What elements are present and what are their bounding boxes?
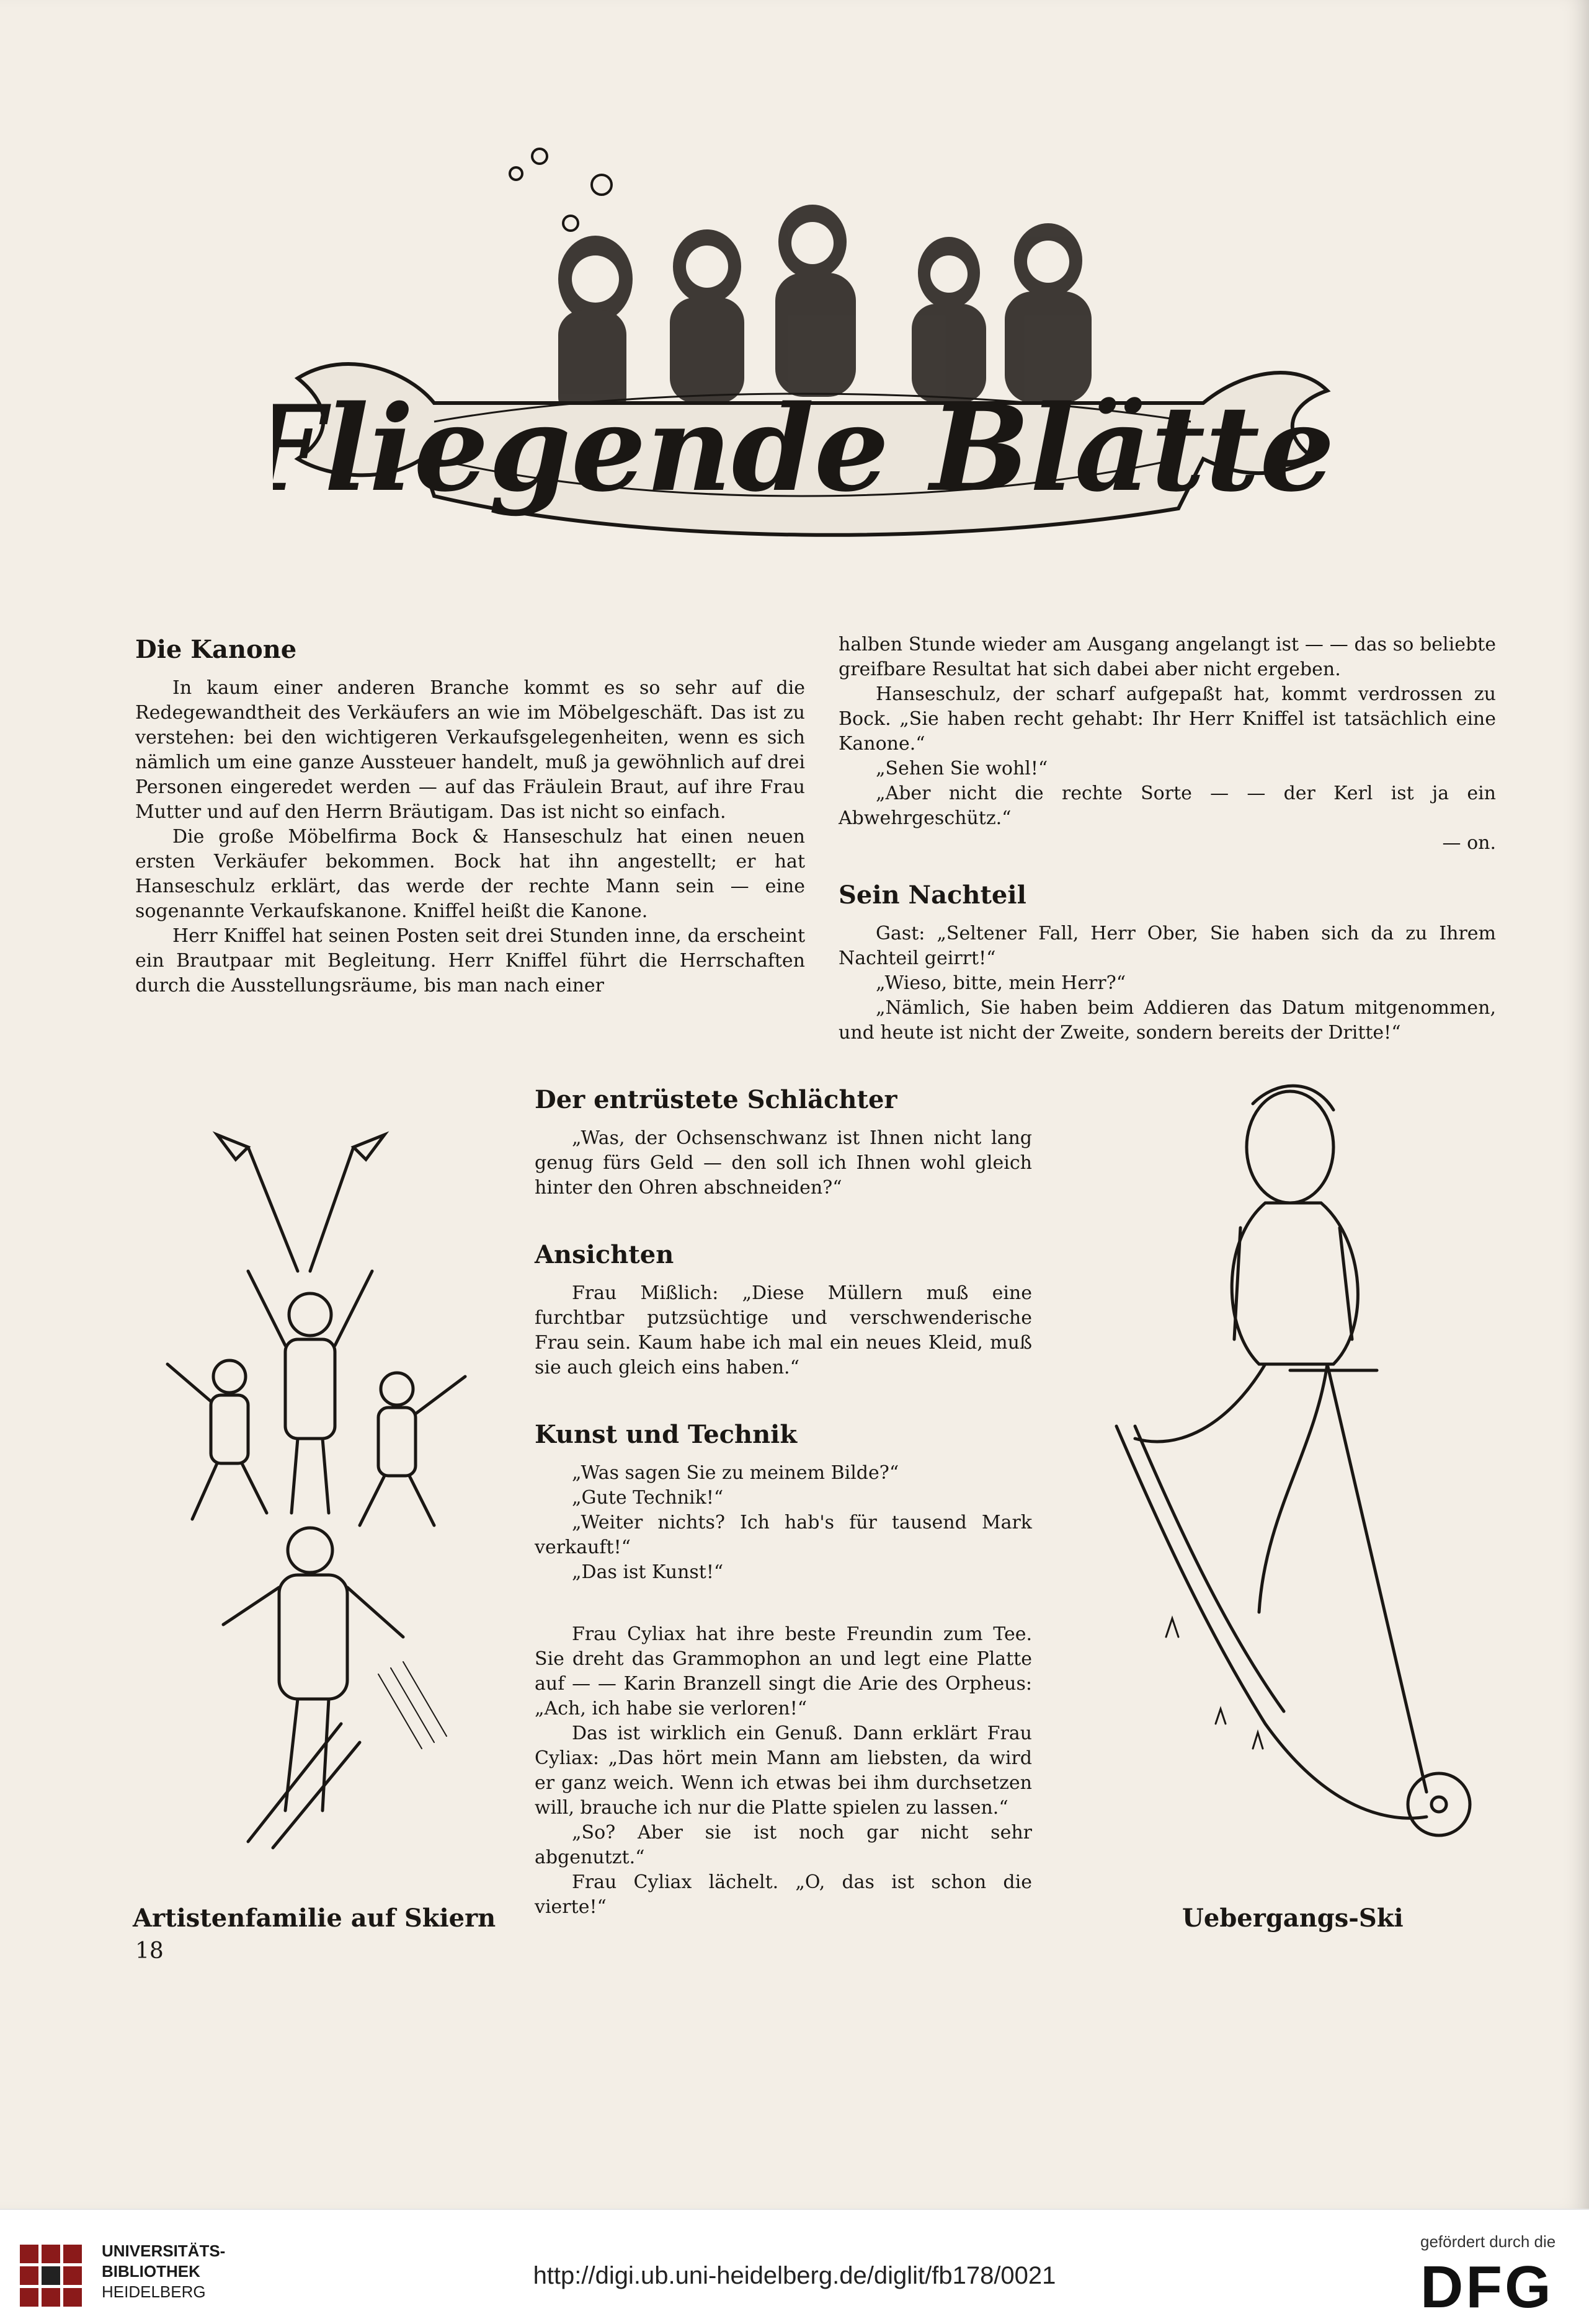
article-heading-kunst: Kunst und Technik: [535, 1420, 798, 1449]
bubble-icon: [532, 149, 547, 164]
dialogue-line: „Was sagen Sie zu meinem Bilde?“: [572, 1462, 899, 1484]
author-signature: — on.: [1442, 832, 1496, 854]
article-heading-ansichten: Ansichten: [535, 1240, 674, 1269]
paragraph: „So? Aber sie ist noch gar nicht sehr abgenutzt.“: [535, 1822, 1032, 1868]
paragraph: „Aber nicht die rechte Sorte — — der Kerl ist ja ein Abwehrgeschütz.“: [839, 783, 1496, 829]
middle-column: [535, 1083, 1032, 1920]
paragraph: Herr Kniffel hat seinen Posten seit drei Stunden inne, da erscheint ein Brautpaar mit Begleitung. Herr Kniffel führt die Herrschaften durch die Ausstellungsräume, bis man nach einer: [135, 925, 805, 996]
paragraph: Hanseschulz, der scharf aufgepaßt hat, kommt verdrossen zu Bock. „Sie haben recht gehabt: Ihr Herr Kniffel ist tatsächlich eine Kanone.“: [839, 683, 1496, 755]
article-heading-schlaechter: Der entrüstete Schlächter: [535, 1085, 897, 1114]
paragraph: Gast: „Seltener Fall, Herr Ober, Sie haben sich da zu Ihrem Nachteil geirrt!“: [839, 923, 1496, 969]
dialogue-line: „Das ist Kunst!“: [572, 1561, 724, 1583]
paragraph: Die große Möbelfirma Bock & Hanseschulz hat einen neuen ersten Verkäufer bekommen. Bock hat ihn angestellt; er hat Hanseschulz erklärt, das werde der rechte Mann sein — eine sogenannte Verkaufskanone. Kniffel heißt die Kanone.: [135, 826, 805, 922]
paragraph: „Wieso, bitte, mein Herr?“: [876, 972, 1126, 994]
page-number: 18: [135, 1938, 164, 1964]
library-name-line: HEIDELBERG: [102, 2282, 206, 2301]
transition-ski-illustration: [1079, 1079, 1501, 1885]
paragraph: halben Stunde wieder am Ausgang angelangt ist — — das so beliebte greifbare Resultat hat sich dabei aber nicht ergeben.: [839, 634, 1496, 680]
caption-acrobat-family: Artistenfamilie auf Skiern: [133, 1904, 496, 1933]
paragraph: „Nämlich, Sie haben beim Addieren das Datum mitgenommen, und heute ist nicht der Zweite, sondern bereits der Dritte!“: [839, 997, 1496, 1044]
masthead-art: [273, 112, 1340, 583]
document-url-link[interactable]: http://digi.ub.uni-heidelberg.de/diglit/fb178/0021: [533, 2262, 1056, 2289]
paragraph: In kaum einer anderen Branche kommt es so sehr auf die Redegewandtheit des Verkäufers an wie im Möbelgeschäft. Das ist zu verstehen: bei den wichtigeren Verkaufsgelegenheiten, wenn es sich nämlich um eine ganze Aussteuer handelt, muß ja gewöhnlich auf drei Personen eingeredet werden — auf das Fräulein Braut, auf ihre Frau Mutter und auf den Herrn Bräutigam. Das ist nicht so einfach.: [135, 677, 805, 823]
paragraph: Das ist wirklich ein Genuß. Dann erklärt Frau Cyliax: „Das hört mein Mann am liebsten, da wird er ganz weich. Wenn ich etwas bei ihm durchsetzen will, brauche ich nur die Platte spielen zu lassen.“: [535, 1723, 1032, 1819]
library-name-line: BIBLIOTHEK: [102, 2262, 200, 2281]
dfg-logo[interactable]: DFG: [1420, 2254, 1554, 2320]
viewer-footer: [0, 2209, 1589, 2324]
dialogue-line: „Weiter nichts? Ich hab's für tausend Mark verkauft!“: [535, 1512, 1032, 1558]
funded-by-label: gefördert durch die: [1420, 2232, 1556, 2251]
masthead-title: Fliegende Blätter: [273, 379, 1340, 518]
left-column: [135, 632, 805, 998]
right-column: [839, 632, 1496, 1045]
paragraph: Frau Mißlich: „Diese Müllern muß eine furchtbar putzsüchtige und verschwenderische Frau sein. Kaum habe ich mal ein neues Kleid, muß sie auch gleich eins haben.“: [535, 1282, 1032, 1378]
paragraph: Frau Cyliax hat ihre beste Freundin zum Tee. Sie dreht das Grammophon an und legt eine Platte auf — — Karin Branzell singt die Arie des Orpheus: „Ach, ich habe sie verloren!“: [535, 1623, 1032, 1719]
paragraph: „Sehen Sie wohl!“: [876, 758, 1048, 779]
library-name-line: UNIVERSITÄTS-: [102, 2242, 226, 2260]
acrobat-family-illustration: [155, 1129, 502, 1897]
bubble-icon: [510, 167, 522, 180]
masthead-illustration: [273, 112, 1340, 583]
dialogue-line: „Gute Technik!“: [572, 1487, 724, 1509]
caption-transition-ski: Uebergangs-Ski: [1182, 1904, 1404, 1933]
paragraph: Frau Cyliax lächelt. „O, das ist schon die vierte!“: [535, 1871, 1032, 1918]
bubble-icon: [563, 216, 578, 231]
paragraph: „Was, der Ochsenschwanz ist Ihnen nicht lang genug fürs Geld — den soll ich Ihnen wohl gleich hinter den Ohren abschneiden?“: [535, 1127, 1032, 1199]
article-heading-nachteil: Sein Nachteil: [839, 880, 1026, 910]
article-heading-kanone: Die Kanone: [135, 635, 297, 664]
bubble-icon: [592, 175, 612, 195]
